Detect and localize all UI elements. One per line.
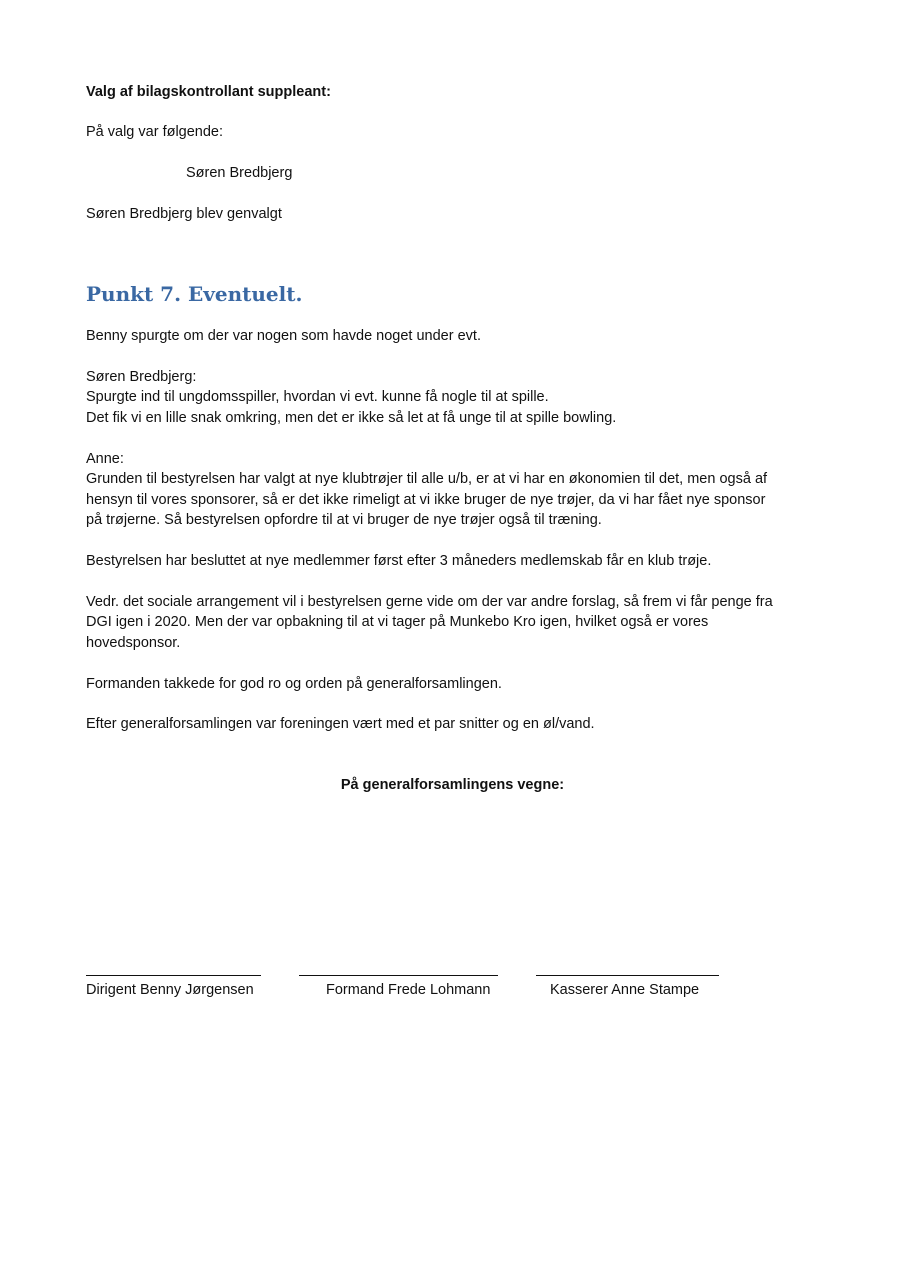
social-line-3: hovedsponsor. <box>86 635 181 651</box>
signature-name-dirigent: Dirigent Benny Jørgensen <box>86 982 254 998</box>
thanks-paragraph: Formanden takkede for god ro og orden på generalforsamlingen. <box>86 676 502 692</box>
after-paragraph: Efter generalforsamlingen var foreningen vært med et par snitter og en øl/vand. <box>86 716 595 732</box>
anne-label: Anne: <box>86 451 124 467</box>
social-line-2: DGI igen i 2020. Men der var opbakning til at vi tager på Munkebo Kro igen, hvilket også er vores <box>86 614 709 630</box>
signature-name-kasserer: Kasserer Anne Stampe <box>550 982 700 998</box>
election-result: Søren Bredbjerg blev genvalgt <box>86 206 282 222</box>
signatures-heading: På generalforsamlingens vegne: <box>340 777 565 793</box>
signature-line-kasserer <box>536 975 719 976</box>
candidate-name: Søren Bredbjerg <box>186 165 293 181</box>
eventuelt-intro: Benny spurgte om der var nogen som havde noget under evt. <box>86 328 481 344</box>
anne-line-3: på trøjerne. Så bestyrelsen opfordre til at vi bruger de nye trøjer også til træning. <box>86 512 602 528</box>
signature-line-dirigent <box>86 975 261 976</box>
soren-line-1: Spurgte ind til ungdomsspiller, hvordan vi evt. kunne få nogle til at spille. <box>86 389 549 405</box>
signature-line-formand <box>299 975 498 976</box>
soren-line-2: Det fik vi en lille snak omkring, men det er ikke så let at få unge til at spille bowling. <box>86 410 617 426</box>
signature-name-formand: Formand Frede Lohmann <box>326 982 491 998</box>
soren-label: Søren Bredbjerg: <box>86 369 197 385</box>
anne-line-1: Grunden til bestyrelsen har valgt at nye klubtrøjer til alle u/b, er at vi har en økonomien til det, men også af <box>86 471 768 487</box>
section-heading-eventuelt: Punkt 7. Eventuelt. <box>86 282 303 306</box>
anne-line-2: hensyn til vores sponsorer, så er det ikke rimeligt at vi ikke bruger de nye trøjer, da vi har fået nye sponsor <box>86 492 766 508</box>
membership-paragraph: Bestyrelsen har besluttet at nye medlemmer først efter 3 måneders medlemskab får en klub trøje. <box>86 553 712 569</box>
candidates-intro: På valg var følgende: <box>86 124 224 140</box>
social-line-1: Vedr. det sociale arrangement vil i bestyrelsen gerne vide om der var andre forslag, så frem vi får penge fra <box>86 594 773 610</box>
subheading-bilagskontrollant-suppleant: Valg af bilagskontrollant suppleant: <box>86 84 331 100</box>
